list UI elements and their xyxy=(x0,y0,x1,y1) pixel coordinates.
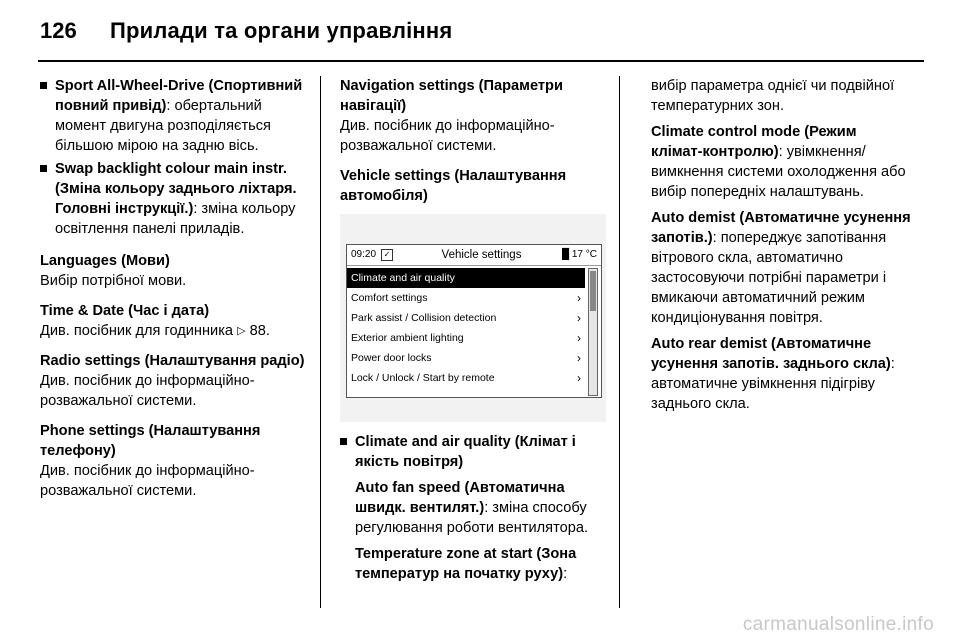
header-divider xyxy=(38,60,924,62)
section-text: Вибір потрібної мови. xyxy=(40,273,187,289)
clock-icon: ✓ xyxy=(381,249,393,261)
section-text: Див. посібник до інформаційно-розважальної системи. xyxy=(40,463,255,499)
item-title: Auto demist (Автоматичне усунення запотів.) xyxy=(651,210,911,246)
section-text xyxy=(40,321,306,341)
section-title-vehicle: Vehicle settings (Налаштування автомобіля) xyxy=(340,168,567,204)
bullet-square-icon xyxy=(40,82,47,89)
section-title: Navigation settings (Параметри навігації) xyxy=(340,78,563,114)
item-auto-demist xyxy=(651,208,911,328)
bullet-title: Climate and air quality (Клімат і якість повітря) xyxy=(355,434,576,470)
section-languages xyxy=(40,251,306,291)
screen-status-bar xyxy=(347,245,601,266)
sub-item-title: Auto fan speed (Автоматична швидк. вентилят.) xyxy=(355,480,565,516)
menu-item-label: Exterior ambient lighting xyxy=(351,332,464,344)
temperature-readout: █ 17 °C xyxy=(562,249,597,260)
section-text-body: Див. посібник для годинника xyxy=(40,323,234,339)
item-rear-demist xyxy=(651,334,911,414)
menu-item-label: Power door locks xyxy=(351,352,432,364)
bullet-title: Swap backlight colour main instr. (Зміна кольору заднього ліхтаря. Головні інструкції.) xyxy=(55,161,297,217)
item-title: Climate control mode (Режим клімат-контролю) xyxy=(651,124,857,160)
sub-item-fan xyxy=(355,478,606,538)
item-climate-mode xyxy=(651,122,911,202)
column-1 xyxy=(40,76,306,511)
screen-title: Vehicle settings xyxy=(441,249,522,261)
bullet-text: : обертальний момент двигуна розподіляється більшою мірою на задню вісь. xyxy=(55,98,271,154)
page-number: 126 xyxy=(40,18,77,43)
column-3 xyxy=(651,76,911,424)
arrow-ref-icon: ▷ xyxy=(237,325,246,337)
screen-scrollbar[interactable] xyxy=(588,268,598,396)
section-text: Див. посібник до інформаційно-розважальної системи. xyxy=(40,373,255,409)
menu-item-park-assist[interactable] xyxy=(347,308,585,328)
chevron-right-icon: › xyxy=(577,311,581,325)
chevron-right-icon: › xyxy=(577,291,581,305)
menu-item-label: Lock / Unlock / Start by remote xyxy=(351,372,495,384)
chevron-right-icon: › xyxy=(577,331,581,345)
temperature-value: 17 °C xyxy=(571,249,597,260)
chevron-right-icon: › xyxy=(577,371,581,385)
section-radio xyxy=(40,351,306,411)
page-reference[interactable]: 88. xyxy=(249,323,270,339)
menu-item-label: Climate and air quality xyxy=(351,272,455,284)
section-navigation xyxy=(340,76,606,156)
bullet-square-icon xyxy=(40,165,47,172)
page-title: Прилади та органи управління xyxy=(110,18,453,43)
bullet-backlight xyxy=(40,159,306,239)
watermark: carmanualsonline.info xyxy=(742,614,934,635)
menu-item-remote[interactable] xyxy=(347,368,585,388)
column-divider-2 xyxy=(619,76,620,608)
menu-item-climate[interactable] xyxy=(347,268,585,288)
item-title: Auto rear demist (Автоматичне усунення запотів. заднього скла) xyxy=(651,336,891,372)
vehicle-settings-screen xyxy=(346,244,602,398)
item-text: : попереджує запотівання вітрового скла, автоматично застосовуючи потрібні параметри і вмикаючи автоматичний режим кондиціонування повітря. xyxy=(651,230,887,326)
section-title: Radio settings (Налаштування радіо) xyxy=(40,353,305,369)
section-text: Див. посібник до інформаційно-розважальної системи. xyxy=(340,118,555,154)
bullet-title: Sport All-Wheel-Drive (Спортивний повний привід) xyxy=(55,78,303,114)
bullet-square-icon xyxy=(340,438,347,445)
section-title: Languages (Мови) xyxy=(40,253,170,269)
bullet-climate xyxy=(340,432,606,584)
menu-item-label: Park assist / Collision detection xyxy=(351,312,497,324)
sub-item-text: : xyxy=(563,566,568,582)
page-header xyxy=(40,18,452,48)
menu-item-ambient-lighting[interactable] xyxy=(347,328,585,348)
menu-item-label: Comfort settings xyxy=(351,292,428,304)
menu-item-door-locks[interactable] xyxy=(347,348,585,368)
screen-time: 09:20 xyxy=(351,249,377,260)
scrollbar-thumb[interactable] xyxy=(590,271,596,311)
section-time-date xyxy=(40,301,306,341)
continued-text: вибір параметра однієї чи подвійної температурних зон. xyxy=(651,78,895,114)
item-text: : увімкнення/вимкнення системи охолодження або вибір попередніх налаштувань. xyxy=(651,144,906,200)
sub-item-temp-zone xyxy=(355,544,606,584)
menu-item-comfort[interactable] xyxy=(347,288,585,308)
bullet-text: : зміна кольору освітлення панелі приладів. xyxy=(55,201,296,237)
chevron-right-icon: › xyxy=(577,351,581,365)
sub-item-title: Temperature zone at start (Зона температур на початку руху) xyxy=(355,546,577,582)
screen-illustration xyxy=(340,214,606,422)
section-phone xyxy=(40,421,306,501)
bullet-sport-awd xyxy=(40,76,306,156)
column-2 xyxy=(340,76,606,587)
section-title: Time & Date (Час і дата) xyxy=(40,303,210,319)
column-divider-1 xyxy=(320,76,321,608)
section-title: Phone settings (Налаштування телефону) xyxy=(40,423,261,459)
sub-item-text: : зміна способу регулювання роботи вентилятора. xyxy=(355,500,588,536)
item-text: : автоматичне увімкнення підігріву заднього скла. xyxy=(651,356,895,412)
